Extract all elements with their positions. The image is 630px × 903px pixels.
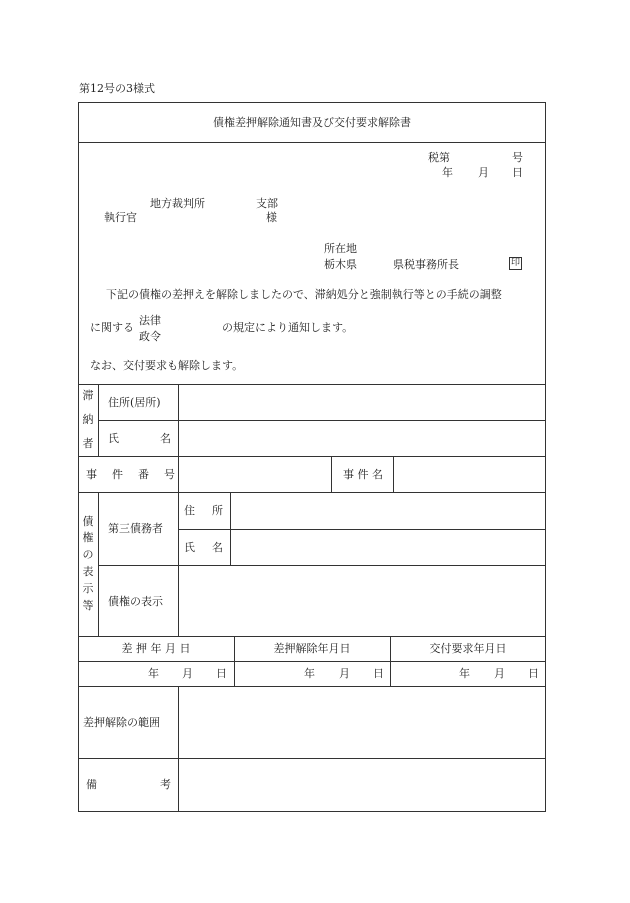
seizure-month-label: 月	[182, 667, 193, 680]
remarks-label-ko: 考	[160, 778, 171, 791]
delinquent-char-3: 者	[82, 437, 94, 450]
delinquent-name-field[interactable]	[179, 421, 545, 456]
claim-vertical-char-5: 示	[82, 582, 94, 595]
release-date-header: 差押解除年月日	[273, 642, 351, 655]
request-year-label: 年	[459, 667, 470, 680]
body-line-2-suffix: の規定により通知します。	[222, 321, 354, 334]
tax-number-label: 税第	[428, 151, 450, 164]
branch-label: 支部	[256, 197, 278, 210]
office-head-label: 県税事務所長	[393, 258, 459, 271]
release-scope-field[interactable]	[179, 687, 545, 758]
officer-label: 執行官	[104, 211, 137, 224]
third-party-name-mei: 名	[212, 541, 223, 554]
case-number-char-2: 件	[112, 468, 123, 481]
date-year-label: 年	[442, 166, 453, 179]
delinquent-char-2: 納	[82, 413, 94, 426]
third-party-name-field[interactable]	[231, 530, 545, 565]
claim-vertical-char-1: 債	[82, 515, 94, 528]
third-party-address-ju: 住	[184, 504, 195, 517]
seizure-day-label: 日	[216, 667, 227, 680]
third-party-name-si: 氏	[184, 541, 195, 554]
release-month-label: 月	[339, 667, 350, 680]
ordinance-option: 政令	[139, 330, 161, 343]
request-day-label: 日	[528, 667, 539, 680]
case-name-label: 事 件 名	[343, 468, 383, 481]
issue-number-suffix: 号	[512, 151, 523, 164]
seizure-year-label: 年	[148, 667, 159, 680]
release-scope-label: 差押解除の範囲	[83, 716, 160, 729]
court-label: 地方裁判所	[150, 197, 205, 210]
claim-vertical-char-2: 権	[82, 531, 94, 544]
name-label-si: 氏	[108, 432, 119, 445]
claim-display-label: 債権の表示	[108, 595, 163, 608]
request-release-date-header: 交付要求年月日	[429, 642, 507, 655]
honorific-label: 様	[266, 211, 277, 224]
case-number-char-4: 号	[164, 468, 175, 481]
prefecture-label: 栃木県	[324, 258, 357, 271]
document-title: 債権差押解除通知書及び交付要求解除書	[213, 116, 411, 129]
body-line-1: 下記の債権の差押えを解除しましたので、滞納処分と強制執行等との手続の調整	[106, 288, 502, 301]
name-label-mei: 名	[160, 432, 171, 445]
case-number-char-3: 番	[138, 468, 149, 481]
case-number-field[interactable]	[179, 457, 331, 492]
date-month-label: 月	[478, 166, 489, 179]
body-line-2-prefix: に関する	[90, 321, 134, 334]
address-residence-label: 住所(居所)	[108, 396, 161, 409]
third-party-debtor-label: 第三債務者	[108, 522, 163, 535]
claim-vertical-char-6: 等	[82, 599, 94, 612]
request-month-label: 月	[494, 667, 505, 680]
seizure-date-header: 差 押 年 月 日	[121, 642, 191, 655]
case-name-field[interactable]	[394, 457, 545, 492]
location-label: 所在地	[324, 242, 357, 255]
date-day-label: 日	[512, 166, 523, 179]
delinquent-address-field[interactable]	[179, 385, 545, 420]
release-year-label: 年	[304, 667, 315, 680]
third-party-address-field[interactable]	[231, 493, 545, 528]
delinquent-char-1: 滞	[82, 389, 94, 402]
law-option: 法律	[139, 314, 161, 327]
remarks-field[interactable]	[179, 759, 545, 811]
remarks-label-bi: 備	[86, 778, 97, 791]
claim-vertical-char-3: の	[82, 548, 94, 561]
claim-display-field[interactable]	[179, 566, 545, 636]
seal-mark: 印	[510, 258, 520, 268]
body-line-3: なお、交付要求も解除します。	[90, 359, 244, 372]
case-number-char-1: 事	[86, 468, 97, 481]
third-party-address-sho: 所	[212, 504, 223, 517]
claim-vertical-char-4: 表	[82, 565, 94, 578]
release-day-label: 日	[373, 667, 384, 680]
form-number: 第12号の3様式	[79, 82, 155, 95]
